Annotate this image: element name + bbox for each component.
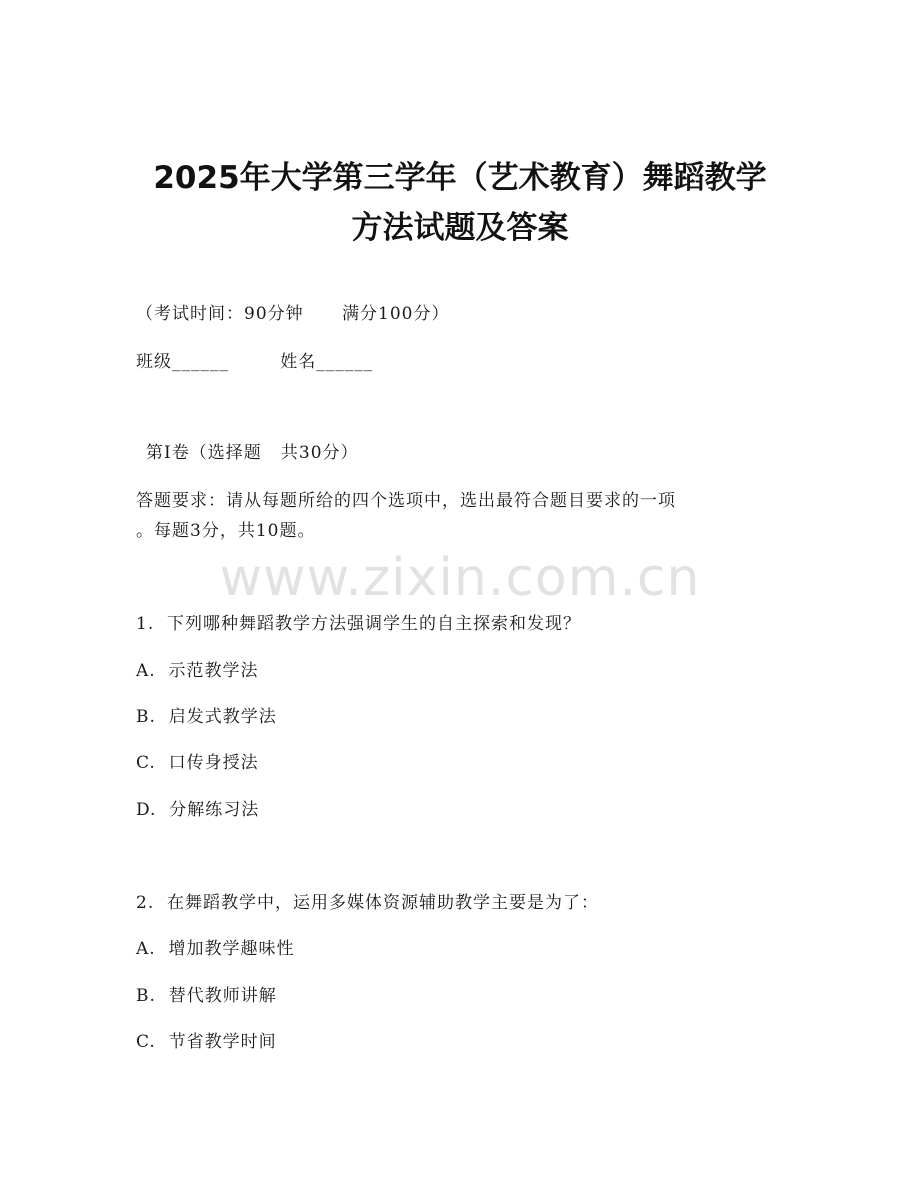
- option-b: B. 替代教师讲解: [136, 986, 277, 1006]
- section-title: 第I卷（选择题 共30分）: [146, 443, 359, 463]
- option-c: C. 口传身授法: [136, 753, 259, 773]
- exam-time-info: （考试时间：90分钟 满分100分）: [136, 304, 450, 324]
- watermark: www.zixin.com.cn: [219, 548, 701, 608]
- instructions-line-1: 答题要求：请从每题所给的四个选项中，选出最符合题目要求的一项: [136, 491, 676, 511]
- option-c: C. 节省教学时间: [136, 1032, 277, 1052]
- question-stem: 1. 下列哪种舞蹈教学方法强调学生的自主探索和发现？: [136, 614, 582, 634]
- option-b: B. 启发式教学法: [136, 707, 277, 727]
- option-a: A. 示范教学法: [136, 661, 259, 681]
- option-d: D. 分解练习法: [136, 800, 260, 820]
- instructions-line-2: 。每题3分，共10题。: [136, 521, 316, 541]
- option-a: A. 增加教学趣味性: [136, 939, 295, 959]
- class-name-fields: 班级______ 姓名______: [136, 352, 374, 372]
- document-title-line-2: 方法试题及答案: [351, 210, 569, 246]
- question-stem: 2. 在舞蹈教学中，运用多媒体资源辅助教学主要是为了：: [136, 893, 600, 913]
- document-title-line-1: 2025年大学第三学年（艺术教育）舞蹈教学: [153, 160, 767, 196]
